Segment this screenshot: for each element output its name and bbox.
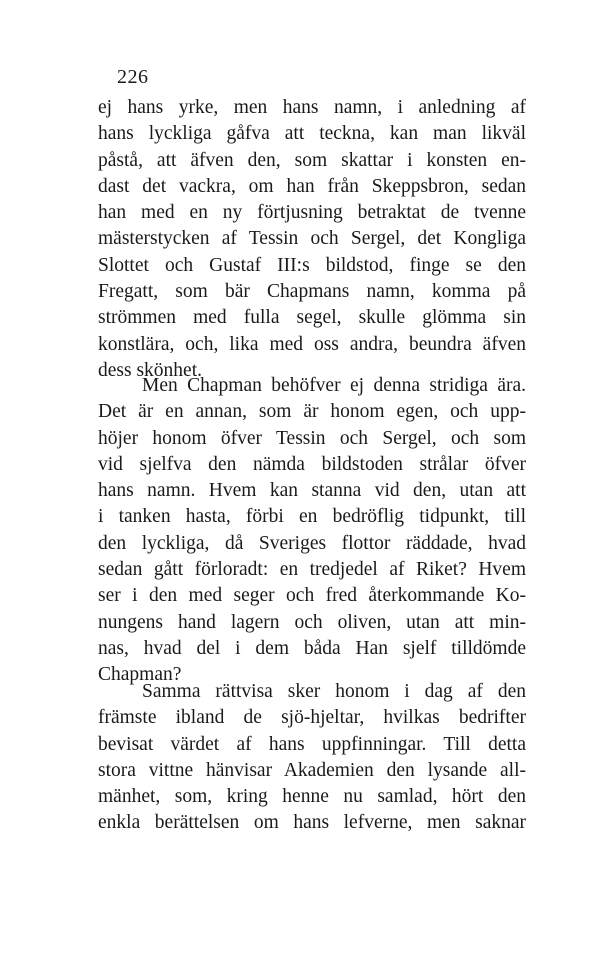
text-line: mänhet, som, kring henne nu samlad, hört den <box>98 786 526 808</box>
text-line: nungens hand lagern och oliven, utan att min- <box>98 611 526 633</box>
text-line: strömmen med fulla segel, skulle glömma sin <box>98 307 526 329</box>
text-line: ej hans yrke, men hans namn, i anledning af <box>98 97 526 118</box>
text-line: Men Chapman behöfver ej denna stridiga ära. <box>142 375 526 396</box>
paragraph <box>98 679 526 837</box>
text-line: dess skönhet. <box>98 359 202 381</box>
text-line: han med en ny förtjusning betraktat de tvenne <box>98 202 526 224</box>
text-line: påstå, att äfven den, som skattar i konsten en- <box>98 149 526 171</box>
text-line: höjer honom öfver Tessin och Sergel, och som <box>98 427 526 449</box>
text-line: dast det vackra, om han från Skeppsbron, sedan <box>98 175 526 197</box>
text-line: hans lyckliga gåfva att teckna, kan man likväl <box>98 123 526 145</box>
text-line: bevisat värdet af hans uppfinningar. Till detta <box>98 733 526 755</box>
text-line: ser i den med seger och fred återkommande Ko- <box>98 585 526 607</box>
text-line: stora vittne hänvisar Akademien den lysande all- <box>98 759 526 781</box>
text-line: hans namn. Hvem kan stanna vid den, utan att <box>98 480 526 502</box>
text-line: konstlära, och, lika med oss andra, beundra äfven <box>98 333 526 355</box>
text-line: främste ibland de sjö-hjeltar, hvilkas bedrifter <box>98 707 526 729</box>
text-line: sedan gått förloradt: en tredjedel af Riket? Hvem <box>98 559 526 581</box>
paragraph <box>98 95 526 384</box>
text-line: nas, hvad del i dem båda Han sjelf tilldömde <box>98 637 526 659</box>
text-line: Fregatt, som bär Chapmans namn, komma på <box>98 281 526 303</box>
text-line: enkla berättelsen om hans lefverne, men saknar <box>98 812 526 834</box>
text-line: i tanken hasta, förbi en bedröflig tidpunkt, till <box>98 506 526 528</box>
text-line: vid sjelfva den nämda bildstoden strålar öfver <box>98 453 526 475</box>
text-line: Chapman? <box>98 664 182 686</box>
paragraph <box>98 373 526 689</box>
text-line: Slottet och Gustaf III:s bildstod, finge se den <box>98 254 526 276</box>
text-line: den lyckliga, då Sveriges flottor räddade, hvad <box>98 532 526 554</box>
text-line: Det är en annan, som är honom egen, och upp- <box>98 401 526 423</box>
text-line: mästerstycken af Tessin och Sergel, det Kongliga <box>98 228 526 250</box>
page-number: 226 <box>117 66 149 88</box>
text-line: Samma rättvisa sker honom i dag af den <box>142 681 526 702</box>
